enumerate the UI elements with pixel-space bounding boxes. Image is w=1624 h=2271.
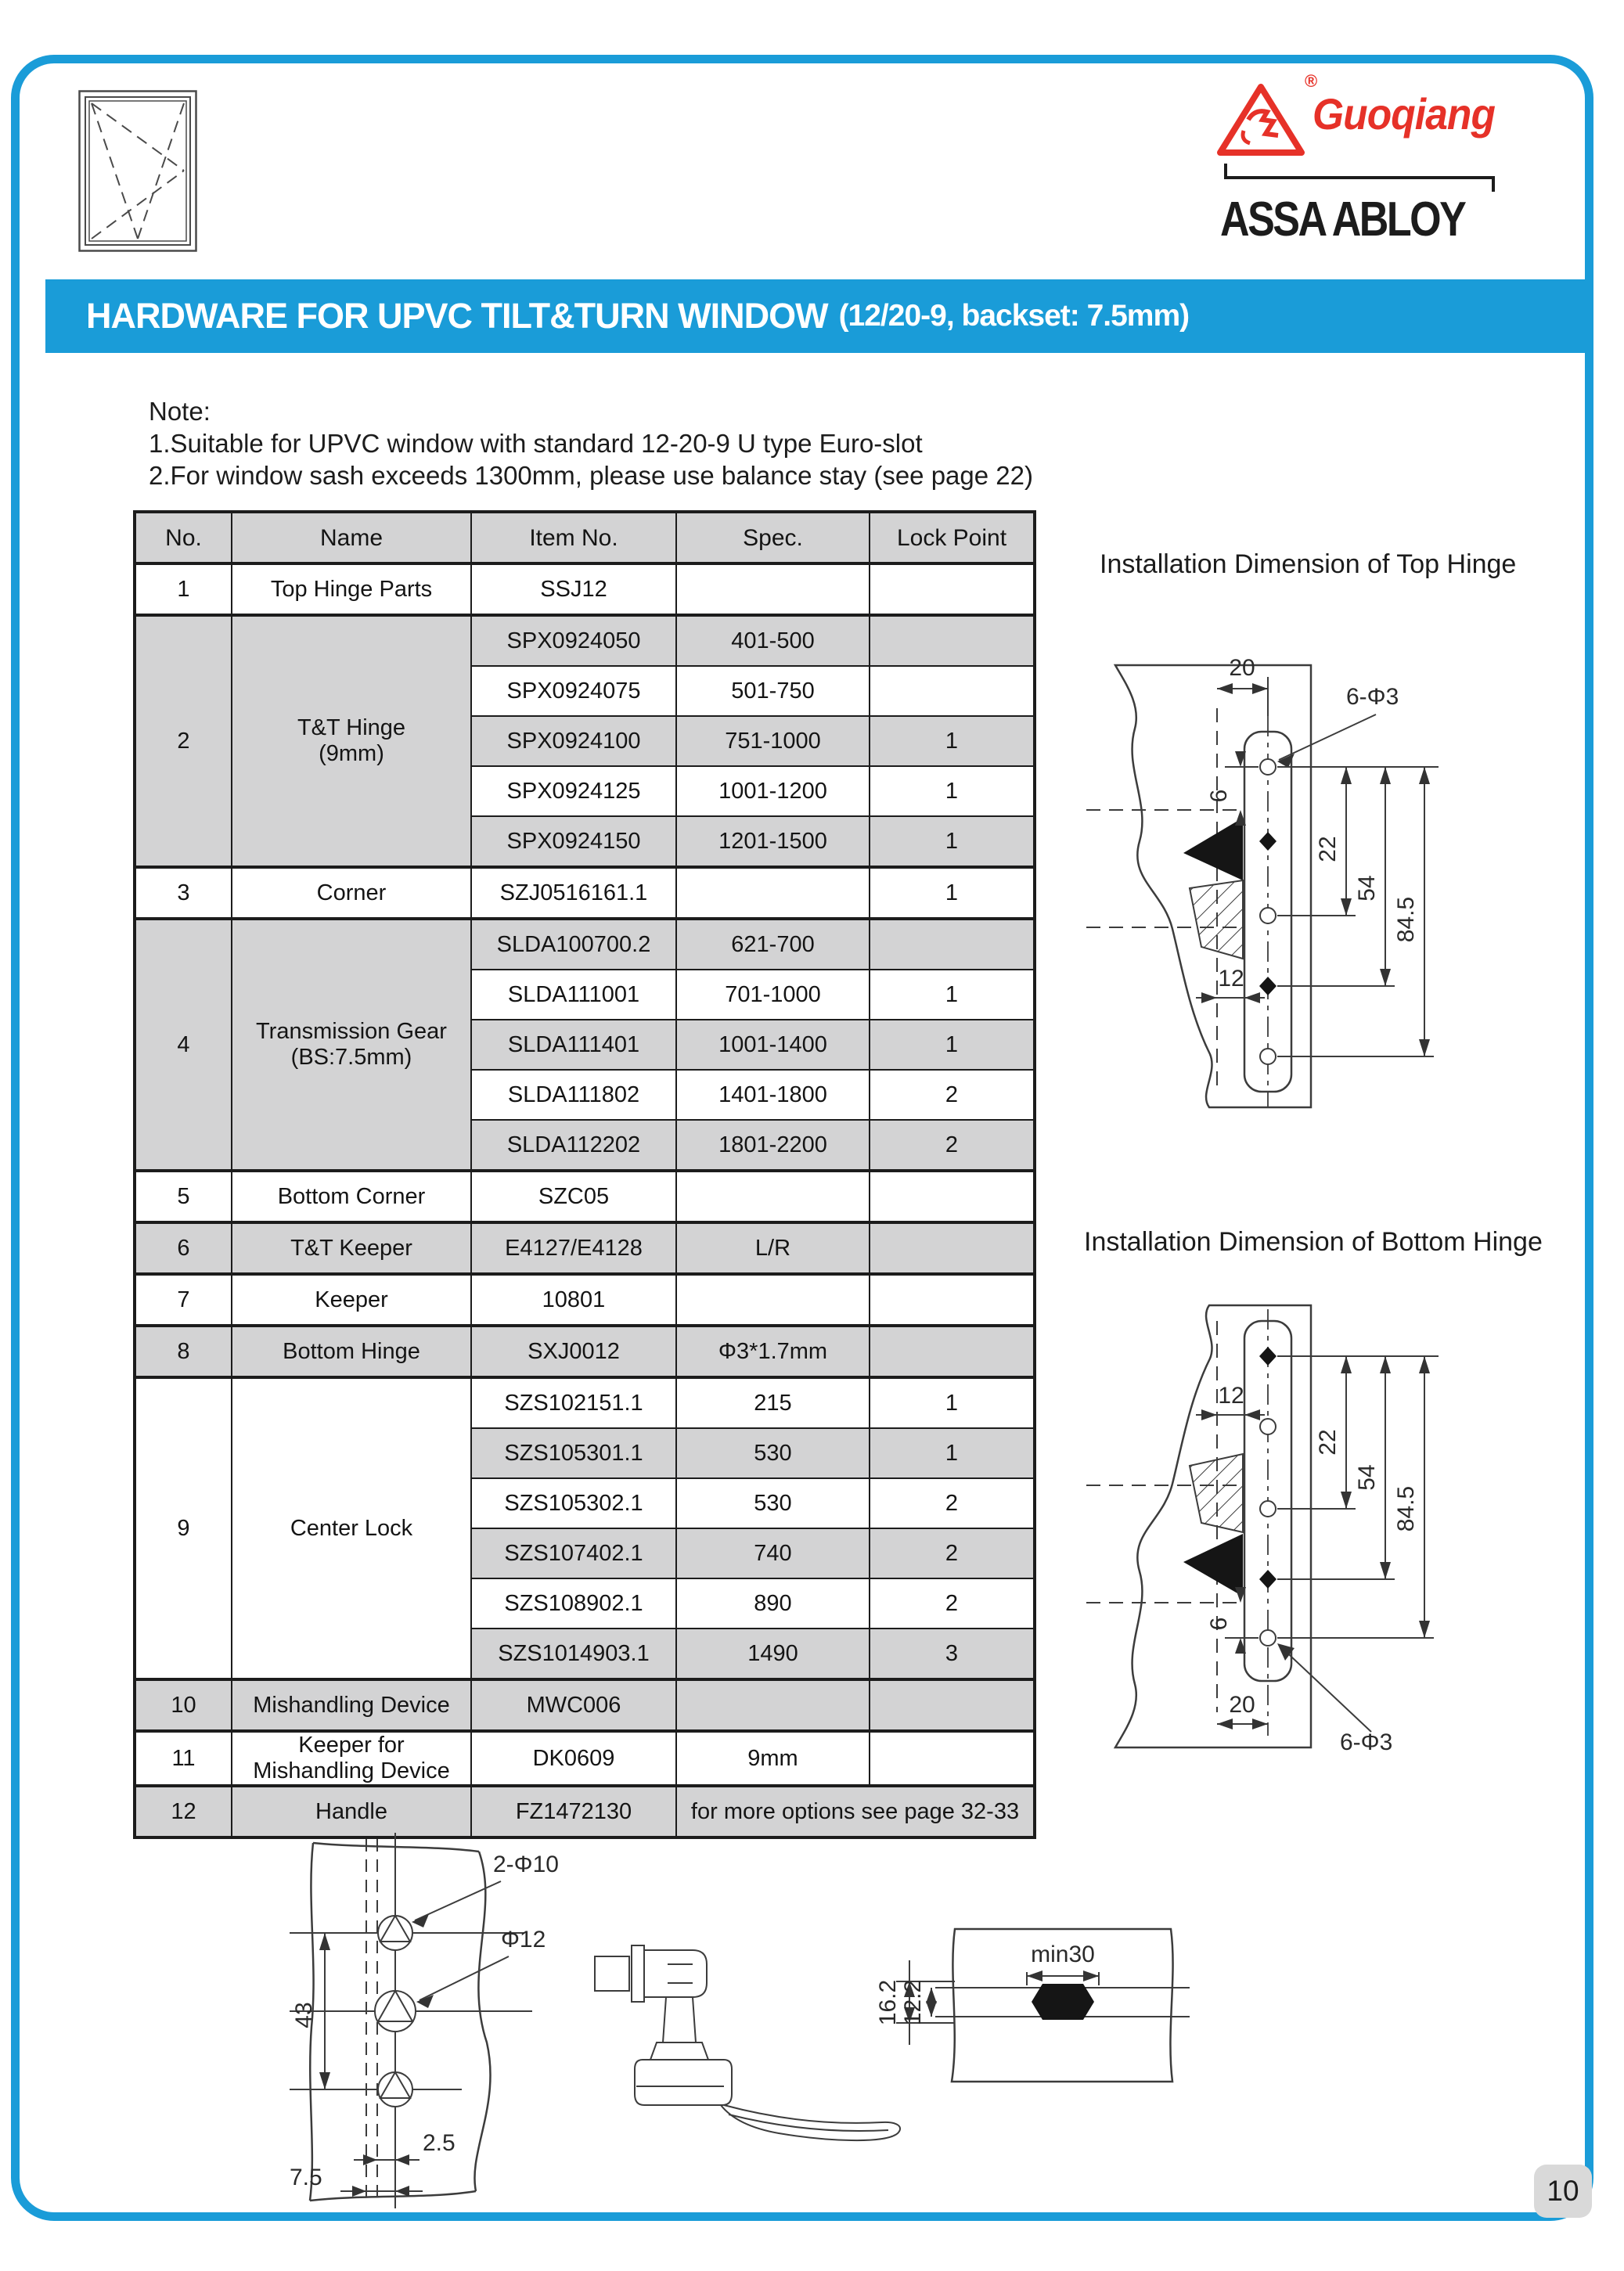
cell-item-no: DK0609 xyxy=(471,1731,676,1786)
cell-lock-point: 2 xyxy=(870,1120,1035,1171)
cell-spec: Φ3*1.7mm xyxy=(676,1326,870,1377)
page-title: HARDWARE FOR UPVC TILT&TURN WINDOW xyxy=(86,296,828,336)
cell-item-no: SPX0924150 xyxy=(471,816,676,867)
tilt-turn-window-icon xyxy=(78,90,197,252)
cell-item-no: FZ1472130 xyxy=(471,1786,676,1837)
cell-lock-point: 1 xyxy=(870,766,1035,816)
dim-label: 20 xyxy=(1229,655,1255,681)
cell-spec: 1001-1200 xyxy=(676,766,870,816)
parts-table-body xyxy=(135,563,1035,1837)
column-header: No. xyxy=(135,512,232,563)
cell-item-no: SZS105301.1 xyxy=(471,1428,676,1478)
dim-label: 22 xyxy=(1315,836,1341,862)
cell-lock-point: 2 xyxy=(870,1478,1035,1528)
cell-no: 12 xyxy=(135,1786,232,1837)
guoqiang-logo-icon xyxy=(1217,82,1305,157)
dim-label: 84.5 xyxy=(1393,1485,1419,1532)
handle-hole-drawing xyxy=(266,1823,610,2219)
cell-item-no: SZS105302.1 xyxy=(471,1478,676,1528)
cell-no: 3 xyxy=(135,867,232,919)
parts-table-header xyxy=(135,512,1035,563)
cell-lock-point xyxy=(870,615,1035,666)
cell-lock-point: 1 xyxy=(870,970,1035,1020)
cell-lock-point xyxy=(870,666,1035,716)
dim-label: 54 xyxy=(1354,875,1380,902)
note-line: 1.Suitable for UPVC window with standard 12-20-9 U type Euro-slot xyxy=(149,429,923,458)
bottom-hinge-drawing xyxy=(1064,1274,1471,1822)
cell-spec: 740 xyxy=(676,1528,870,1578)
cell-name: Center Lock xyxy=(232,1377,471,1679)
column-header: Spec. xyxy=(676,512,870,563)
dim-label: 43 xyxy=(291,2002,317,2028)
cell-spec: 701-1000 xyxy=(676,970,870,1020)
cell-no: 2 xyxy=(135,615,232,867)
dim-label: 6-Φ3 xyxy=(1346,684,1399,710)
cell-lock-point xyxy=(870,1326,1035,1377)
cell-no: 4 xyxy=(135,919,232,1171)
cell-spec xyxy=(676,867,870,919)
cell-item-no: SPX0924100 xyxy=(471,716,676,766)
cell-lock-point: 3 xyxy=(870,1629,1035,1679)
cell-spec xyxy=(676,1171,870,1222)
dim-label: 84.5 xyxy=(1393,896,1419,943)
cell-lock-point xyxy=(870,563,1035,615)
dim-label: 6-Φ3 xyxy=(1340,1729,1393,1755)
note-line: 2.For window sash exceeds 1300mm, please use balance stay (see page 22) xyxy=(149,461,1033,490)
cell-item-no: SPX0924125 xyxy=(471,766,676,816)
cell-spec: 215 xyxy=(676,1377,870,1428)
cell-item-no: SZJ0516161.1 xyxy=(471,867,676,919)
cell-name: Transmission Gear (BS:7.5mm) xyxy=(232,919,471,1171)
cell-item-no: SPX0924075 xyxy=(471,666,676,716)
cell-name: Corner xyxy=(232,867,471,919)
brand-name: Guoqiang xyxy=(1313,89,1496,139)
cell-spec: 401-500 xyxy=(676,615,870,666)
cell-lock-point: 2 xyxy=(870,1070,1035,1120)
cell-lock-point xyxy=(870,1171,1035,1222)
cell-spec xyxy=(676,1679,870,1731)
cell-item-no: SSJ12 xyxy=(471,563,676,615)
cell-no: 6 xyxy=(135,1222,232,1274)
cell-no: 7 xyxy=(135,1274,232,1326)
cell-name: Handle xyxy=(232,1786,471,1837)
dim-label: 2-Φ10 xyxy=(493,1852,559,1877)
title-banner xyxy=(45,279,1593,353)
cell-name: Top Hinge Parts xyxy=(232,563,471,615)
top-hinge-drawing xyxy=(1064,591,1471,1139)
note-block xyxy=(149,395,1033,491)
cell-spec: 1401-1800 xyxy=(676,1070,870,1120)
cell-lock-point: 1 xyxy=(870,716,1035,766)
column-header: Name xyxy=(232,512,471,563)
cell-lock-point: 1 xyxy=(870,867,1035,919)
top-hinge-section-title: Installation Dimension of Top Hinge xyxy=(1100,549,1517,579)
cell-name: T&T Hinge (9mm) xyxy=(232,615,471,867)
cell-spec: 1801-2200 xyxy=(676,1120,870,1171)
dim-label: 12 xyxy=(1218,1383,1244,1409)
cell-spec: 621-700 xyxy=(676,919,870,970)
cell-spec: 530 xyxy=(676,1428,870,1478)
cell-lock-point: 1 xyxy=(870,1020,1035,1070)
dim-label: 54 xyxy=(1354,1464,1380,1491)
registered-mark: ® xyxy=(1305,71,1318,91)
parts-table xyxy=(133,510,1036,1839)
cell-spec xyxy=(676,563,870,615)
dim-label: 20 xyxy=(1229,1692,1255,1718)
cell-lock-point: 2 xyxy=(870,1528,1035,1578)
cell-item-no: 10801 xyxy=(471,1274,676,1326)
column-header: Item No. xyxy=(471,512,676,563)
cell-spec: L/R xyxy=(676,1222,870,1274)
cell-spec: 890 xyxy=(676,1578,870,1629)
note-label: Note: xyxy=(149,397,211,426)
cell-item-no: SLDA111802 xyxy=(471,1070,676,1120)
cell-item-no: SLDA100700.2 xyxy=(471,919,676,970)
cell-item-no: SXJ0012 xyxy=(471,1326,676,1377)
brand-divider-line xyxy=(1223,162,1496,193)
dim-label: 22 xyxy=(1315,1429,1341,1456)
cell-item-no: SLDA111001 xyxy=(471,970,676,1020)
cell-lock-point: 1 xyxy=(870,1428,1035,1478)
cell-spec: 1001-1400 xyxy=(676,1020,870,1070)
cell-spec: 501-750 xyxy=(676,666,870,716)
cell-item-no: MWC006 xyxy=(471,1679,676,1731)
cell-name: Mishandling Device xyxy=(232,1679,471,1731)
cell-lock-point xyxy=(870,1222,1035,1274)
dim-label: 2.5 xyxy=(423,2130,456,2156)
dim-label: min30 xyxy=(1031,1942,1095,1967)
page-subtitle: (12/20-9, backset: 7.5mm) xyxy=(838,299,1190,333)
cell-spec: for more options see page 32-33 xyxy=(676,1786,1035,1837)
dim-label: Φ12 xyxy=(501,1927,546,1952)
cell-lock-point xyxy=(870,1679,1035,1731)
cell-item-no: SZS108902.1 xyxy=(471,1578,676,1629)
column-header: Lock Point xyxy=(870,512,1035,563)
cell-no: 8 xyxy=(135,1326,232,1377)
cell-spec: 530 xyxy=(676,1478,870,1528)
cell-spec xyxy=(676,1274,870,1326)
cell-spec: 9mm xyxy=(676,1731,870,1786)
cell-lock-point xyxy=(870,919,1035,970)
cell-name: Keeper xyxy=(232,1274,471,1326)
dim-label: 6 xyxy=(1206,789,1232,803)
cell-item-no: SZS102151.1 xyxy=(471,1377,676,1428)
spindle-slot-drawing xyxy=(861,1898,1213,2109)
page-number-badge: 10 xyxy=(1534,2165,1592,2218)
cell-item-no: SZC05 xyxy=(471,1171,676,1222)
cell-spec: 751-1000 xyxy=(676,716,870,766)
cell-spec: 1201-1500 xyxy=(676,816,870,867)
cell-lock-point xyxy=(870,1731,1035,1786)
cell-item-no: SLDA112202 xyxy=(471,1120,676,1171)
cell-lock-point: 1 xyxy=(870,816,1035,867)
cell-lock-point: 1 xyxy=(870,1377,1035,1428)
cell-item-no: SLDA111401 xyxy=(471,1020,676,1070)
cell-name: Bottom Hinge xyxy=(232,1326,471,1377)
dim-label: 16.2 xyxy=(875,1979,901,2026)
dim-label: 6 xyxy=(1206,1617,1232,1631)
cell-no: 5 xyxy=(135,1171,232,1222)
cell-lock-point: 2 xyxy=(870,1578,1035,1629)
cell-item-no: SPX0924050 xyxy=(471,615,676,666)
parent-brand-logo: ASSA ABLOY xyxy=(1220,193,1465,247)
cell-item-no: E4127/E4128 xyxy=(471,1222,676,1274)
cell-name: T&T Keeper xyxy=(232,1222,471,1274)
cell-lock-point xyxy=(870,1274,1035,1326)
cell-no: 1 xyxy=(135,563,232,615)
cell-name: Keeper for Mishandling Device xyxy=(232,1731,471,1786)
dim-label: 12 xyxy=(1218,966,1244,992)
cell-no: 10 xyxy=(135,1679,232,1731)
cell-item-no: SZS107402.1 xyxy=(471,1528,676,1578)
cell-no: 11 xyxy=(135,1731,232,1786)
bottom-hinge-section-title: Installation Dimension of Bottom Hinge xyxy=(1084,1227,1543,1257)
cell-spec: 1490 xyxy=(676,1629,870,1679)
dim-label: 12.2 xyxy=(900,1979,926,2026)
cell-item-no: SZS1014903.1 xyxy=(471,1629,676,1679)
cell-name: Bottom Corner xyxy=(232,1171,471,1222)
dim-label: 7.5 xyxy=(290,2165,322,2190)
cell-no: 9 xyxy=(135,1377,232,1679)
